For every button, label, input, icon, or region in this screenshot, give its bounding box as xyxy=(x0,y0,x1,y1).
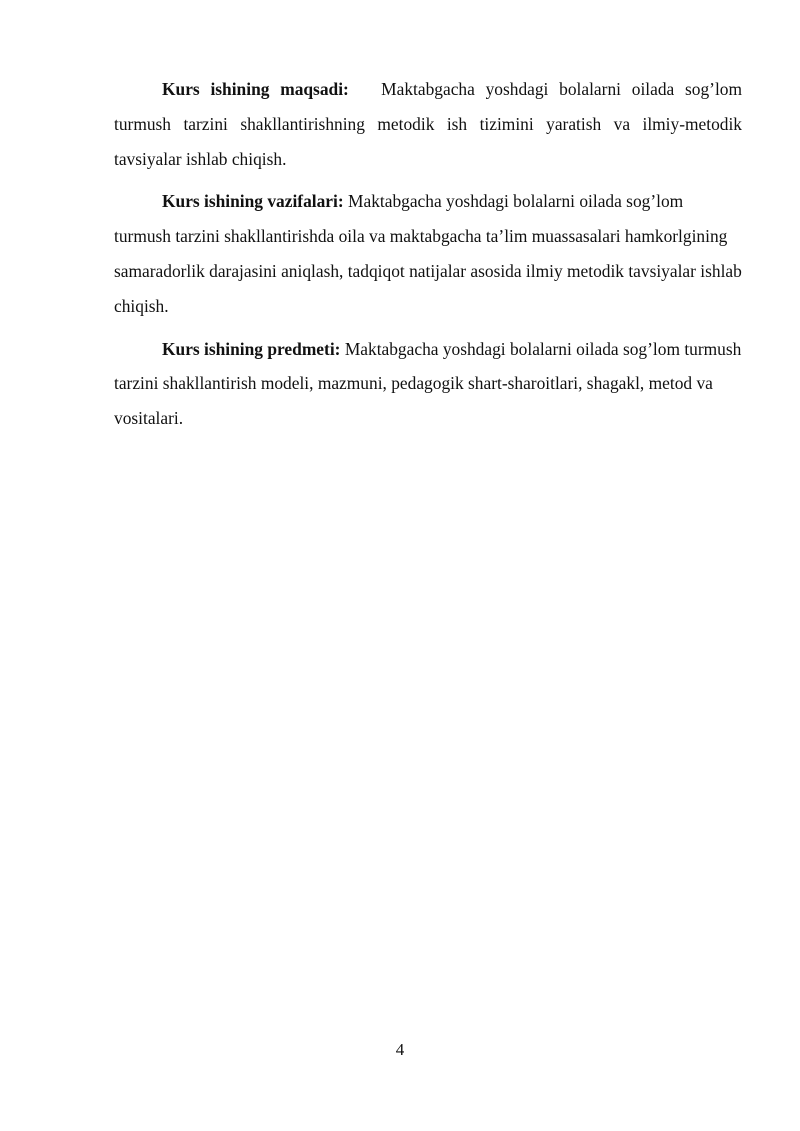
document-body xyxy=(114,72,742,444)
paragraph-goal xyxy=(114,72,742,176)
paragraph-subject xyxy=(114,332,742,436)
paragraph-tasks-label: Kurs ishining vazifalari: xyxy=(162,191,344,212)
paragraph-tasks-text: Maktabgacha yoshdagi bolalarni oilada sog’lom turmush tarzini shakllantirishda oila va maktabgacha ta’lim muassasalari hamkorlgining samaradorlik darajasini aniqlash, tadqiqot natijalar asosida ilmiy metodik tavsiyalar ishlab chiqish. xyxy=(114,191,742,316)
paragraph-goal-text: Maktabgacha yoshdagi bolalarni oilada sog’lom turmush tarzini shakllantirishning metodik ish tizimini yaratish va ilmiy-metodik tavsiyalar ishlab chiqish. xyxy=(114,79,743,169)
paragraph-goal-label: Kurs ishining maqsadi: xyxy=(162,79,349,99)
paragraph-subject-text: Maktabgacha yoshdagi bolalarni oilada sog’lom turmush tarzini shakllantirish modeli, mazmuni, pedagogik shart-sharoitlari, shagakl, metod va vositalari. xyxy=(114,338,742,429)
page-number: 4 xyxy=(395,1040,405,1059)
paragraph-subject-label: Kurs ishining predmeti: xyxy=(162,338,341,359)
paragraph-tasks xyxy=(114,184,742,323)
